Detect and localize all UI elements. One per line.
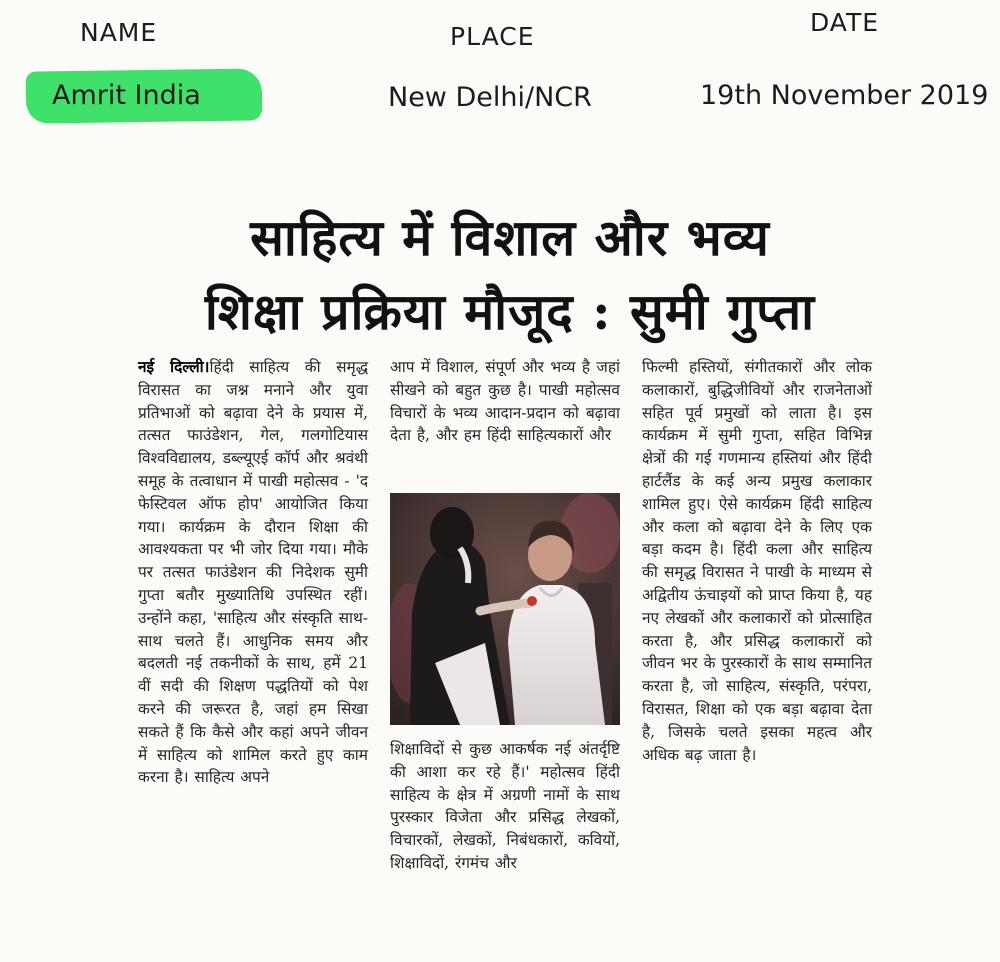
- place-value: New Delhi/NCR: [388, 82, 592, 113]
- article-column-2-top: आप में विशाल, संपूर्ण और भव्य है जहां सीखने को बहुत कुछ है। पाखी महोत्सव विचारों के भव्य आदान-प्रदान को बढ़ावा देता है, और हम हिंदी साहित्यकारों और: [390, 358, 620, 445]
- place-label: PLACE: [450, 22, 535, 51]
- headline-line-2: शिक्षा प्रक्रिया मौजूद : सुमी गुप्ता: [204, 282, 816, 341]
- headline-line-1: साहित्य में विशाल और भव्य: [250, 208, 770, 267]
- article-column-3: फिल्मी हस्तियों, संगीतकारों और लोक कलाकारों, बुद्धिजीवियों और राजनेताओं सहित पूर्व प्रमुखों को लाता है। इस कार्यक्रम में सुमी गुप्ता, सहित विभिन्न क्षेत्रों की गई गणमान्य हस्तियां और हिंदी हार्टलैंड के कई अन्य प्रमुख कलाकार शामिल हुए। ऐसे कार्यक्रम हिंदी साहित्य और कला को बढ़ावा देने के लिए एक बड़ा कदम है। हिंदी कला और साहित्य की समृद्ध विरासत ने पाखी के माध्यम से अद्वितीय ऊंचाइयों को प्राप्त किया है, यह नए लेखकों और कलाकारों को प्रोत्साहित करता है, और प्रसिद्ध कलाकारों को जीवन भर के पुरस्कारों के साथ सम्मानित करता है, जो साहित्य, संस्कृति, परंपरा, विरासत, शिक्षा को एक बड़ा बढ़ावा देता है, जिसके चलते इसका महत्व और अधिक बढ़ जाता है।: [642, 358, 872, 764]
- article-column-2-bottom: शिक्षाविदों से कुछ आकर्षक नई अंतर्दृष्टि की आशा कर रहे हैं।' महोत्सव हिंदी साहित्य के क्षेत्र में अग्रणी नामों के साथ पुरस्कार विजेता और प्रसिद्ध लेखकों, विचारकों, लेखकों, निबंधकारों, कवियों, शिक्षाविदों, रंगमंच और: [390, 740, 620, 872]
- event-photo: [390, 493, 620, 725]
- date-value: 19th November 2019: [700, 80, 989, 111]
- name-label: NAME: [80, 18, 158, 47]
- date-label: DATE: [810, 8, 880, 37]
- article-column-1: [138, 356, 368, 789]
- event-photo-image: [390, 493, 620, 725]
- dateline: नई दिल्ली।: [138, 358, 210, 376]
- column-1-text: हिंदी साहित्य की समृद्ध विरासत का जश्न मनाने और युवा प्रतिभाओं को बढ़ावा देने के प्रयास में, तत्सत फाउंडेशन, गेल, गलगोटियास विश्वविद्यालय, डब्ल्यूएई कॉर्प और श्रवंथी समूह के तत्वाधान में पाखी महोत्सव - 'द फेस्टिवल ऑफ होप' आयोजित किया गया। कार्यक्रम के दौरान शिक्षा की आवश्यकता पर भी जोर दिया गया। मौके पर तत्सत फाउंडेशन की निदेशक सुमी गुप्ता बतौर मुख्यातिथि उपस्थित रहीं। उन्होंने कहा, 'साहित्य और संस्कृति साथ-साथ चलते हैं। आधुनिक समय और बदलती नई तकनीकों के साथ, हमें 21 वीं सदी की शिक्षण पद्धतियों को पेश करने की जरूरत है, जहां हम सिखा सकते हैं कि कैसे और कहां अपने जीवन में साहित्य को शामिल करते हुए काम करना है। साहित्य अपने: [138, 358, 368, 787]
- publication-name: Amrit India: [52, 80, 201, 111]
